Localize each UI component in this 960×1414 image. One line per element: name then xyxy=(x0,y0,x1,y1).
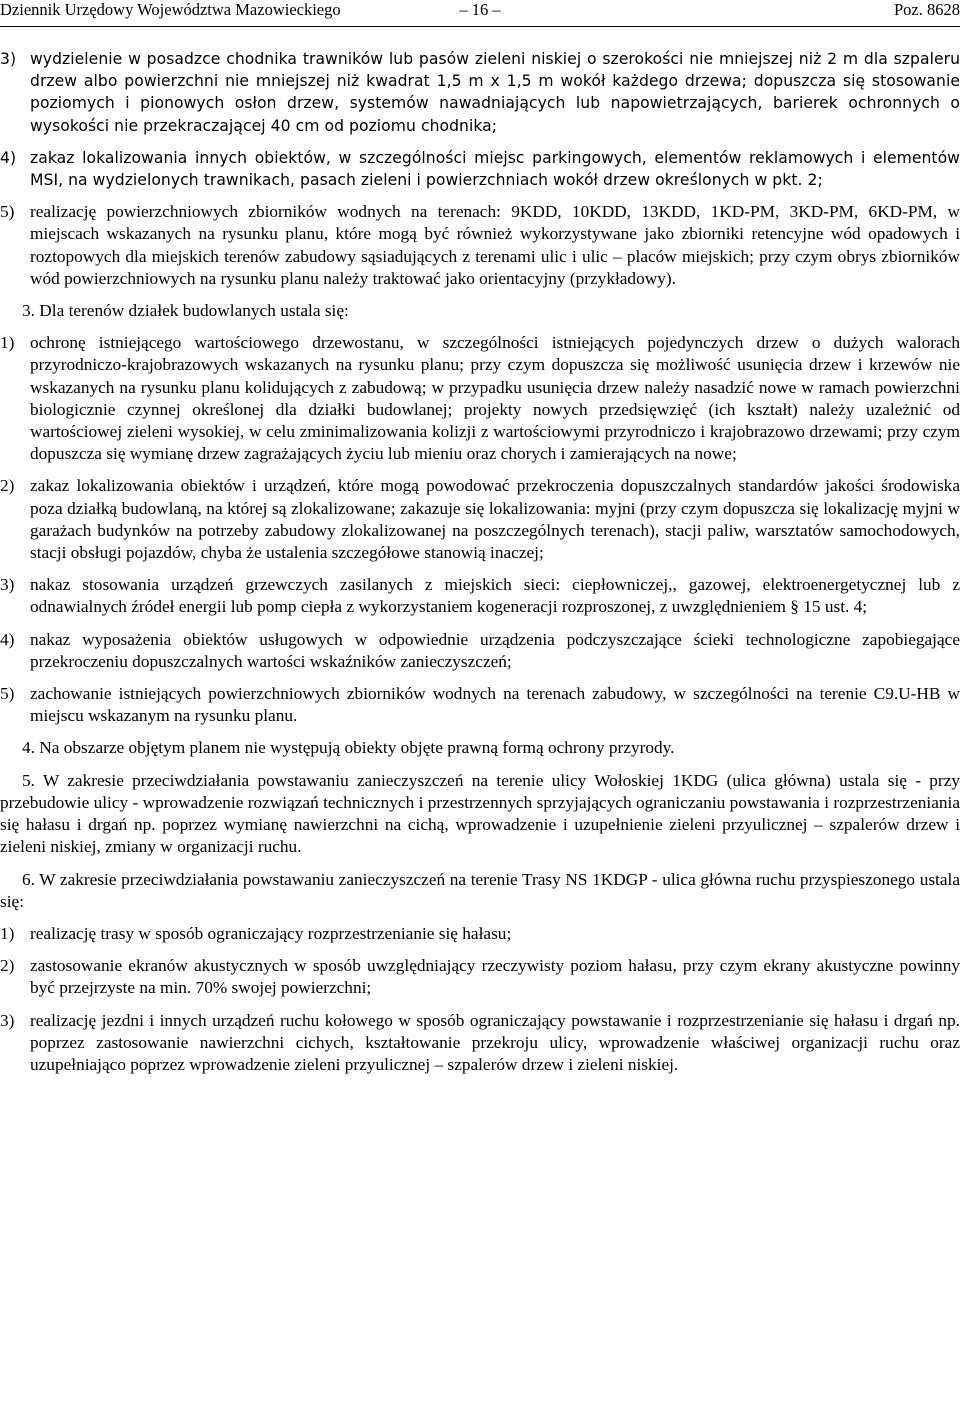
list-item-text: realizację powierzchniowych zbiorników wodnych na terenach: 9KDD, 10KDD, 13KDD, 1KD-PM, 3KD-PM, 6KD-PM, w miejscach wskazanych na rysunku planu, które mogą być również wykorzystywane jako zbiorniki retencyjne wód opadowych i roztopowych dla miejskich terenów zabudowy sąsiadujących z terenami ulic i ulic – placów miejskich; przy czym obrys zbiorników wód powierzchniowych na rysunku planu należy traktować jako orientacyjny (przykładowy). xyxy=(30,202,960,288)
list-item-text: nakaz stosowania urządzeń grzewczych zasilanych z miejskich sieci: ciepłowniczej,, gazowej, elektroenergetycznej lub z odnawialnych źródeł energii lub pomp ciepła z wykorzystaniem kogeneracji rozproszonej, z uwzględnieniem § 15 ust. 4; xyxy=(30,575,960,617)
list-item-number: 1) xyxy=(0,923,15,943)
list-item xyxy=(0,1010,960,1077)
journal-title: Dziennik Urzędowy Województwa Mazowieckiego xyxy=(0,0,341,19)
section-text: Dla terenów działek budowlanych ustala się: xyxy=(39,301,349,321)
section-text: W zakresie przeciwdziałania powstawaniu zanieczyszczeń na terenie ulicy Wołoskiej 1KDG (ulica główna) ustala się - przy przebudowie ulicy - wprowadzenie rozwiązań technicznych i przestrzennych sprzyjających ograniczaniu powstawania i rozprzestrzeniania się hałasu i drgań np. poprzez wymianę nawierzchni na cichą, wprowadzenie i uzupełnienie zieleni przyulicznej – szpalerów drzew i zieleni niskiej, zmiany w organizacji ruchu. xyxy=(0,770,960,857)
section-number: 4. xyxy=(22,738,35,758)
list-item-text: zastosowanie ekranów akustycznych w sposób uwzględniający rzeczywisty poziom hałasu, przy czym ekrany akustyczne powinny być przejrzyste na min. 70% swojej powierzchni; xyxy=(30,956,960,998)
page-header xyxy=(0,0,960,27)
section-number: 3. xyxy=(22,301,35,321)
list-item xyxy=(0,332,960,465)
list-item xyxy=(0,683,960,727)
section-3-paragraph xyxy=(0,300,960,322)
section-number: 6. xyxy=(22,869,35,889)
list-item-number: 3) xyxy=(0,50,17,68)
list-item xyxy=(0,629,960,673)
list-item xyxy=(0,201,960,290)
list-item-text: zakaz lokalizowania obiektów i urządzeń, które mogą powodować przekroczenia dopuszczalnych standardów jakości środowiska poza działką budowlaną, na której są zlokalizowane; zakazuje się lokalizowania: myjni (przy czym dopuszcza się lokalizację myjni w garażach budynków na potrzeby zabudowy zlokalizowanej na poszczególnych terenach), stacji paliw, warsztatów samochodowych, stacji obsługi pojazdów, chyba że ustalenia szczegółowe stanowią inaczej; xyxy=(30,476,960,563)
section-5-paragraph xyxy=(0,770,960,859)
section-4-paragraph xyxy=(0,737,960,759)
page-number: – 16 – xyxy=(459,0,501,19)
list-item-number: 4) xyxy=(0,148,17,167)
list-item xyxy=(0,574,960,618)
list-item-number: 4) xyxy=(0,629,15,649)
section-6-paragraph xyxy=(0,869,960,913)
section-number: 5. xyxy=(22,770,35,790)
list-item-text: ochronę istniejącego wartościowego drzewostanu, w szczególności istniejących pojedynczych drzew o dużych walorach przyrodniczo-krajobrazowych wskazanych na rysunku planu; przy czym dopuszcza się możliwość usunięcia drzew i krzewów nie wskazanych na rysunku planu kolidujących z zabudową; w przypadku usunięcia drzew należy nasadzić nowe w ramach powierzchni biologicznie czynnej określonej dla działki budowlanej; projekty nowych przedsięwzięć (ich kształt) należy uzależnić od wartościowej zieleni wysokiej, w celu zminimalizowania kolizji z wartościowymi przyrodniczo i krajobrazowo drzewami; przy czym dopuszcza się wymianę drzew zagrażających życiu lub mieniu oraz chorych i zamierających na nowe; xyxy=(30,333,960,464)
list-item-number: 2) xyxy=(0,956,15,976)
section-text: W zakresie przeciwdziałania powstawaniu zanieczyszczeń na terenie Trasy NS 1KDGP - ulica główna ruchu przyspieszonego ustala się: xyxy=(0,869,960,911)
list-item-text: nakaz wyposażenia obiektów usługowych w odpowiednie urządzenia podczyszczające ścieki technologiczne zapobiegające przekroczeniu dopuszczalnych wartości wskaźników zanieczyszczeń; xyxy=(30,629,960,671)
list-item-number: 3) xyxy=(0,1010,15,1030)
list-item-text: wydzielenie w posadzce chodnika trawników lub pasów zieleni niskiej o szerokości nie mniejszej niż 2 m dla szpaleru drzew albo powierzchni nie mniejszej niż kwadrat 1,5 m x 1,5 m wokół każdego drzewa; dopuszcza się stosowanie poziomych i pionowych osłon drzew, systemów nawadniających lub napowietrzających, barierek ochronnych o wysokości nie przekraczającej 40 cm od poziomu chodnika; xyxy=(30,50,960,135)
list-item-text: realizację trasy w sposób ograniczający rozprzestrzenianie się hałasu; xyxy=(30,923,512,943)
list-item xyxy=(0,147,960,191)
list-item-number: 1) xyxy=(0,333,15,353)
list-item-text: zakaz lokalizowania innych obiektów, w szczególności miejsc parkingowych, elementów reklamowych i elementów MSI, na wydzielonych trawnikach, pasach zieleni i powierzchniach wokół drzew określonych w pkt. 2; xyxy=(30,148,960,190)
document-body xyxy=(0,48,960,1086)
list-item-text: realizację jezdni i innych urządzeń ruchu kołowego w sposób ograniczający powstawanie i rozprzestrzenianie się hałasu i drgań np. poprzez zastosowanie nawierzchni cichych, kształtowanie przekroju ulicy, wprowadzenie właściwej organizacji ruchu oraz uzupełniająco poprzez wprowadzenie zieleni przyulicznej – szpalerów drzew i zieleni niskiej. xyxy=(30,1010,960,1074)
list-item-number: 5) xyxy=(0,202,15,222)
section-text: Na obszarze objętym planem nie występują obiekty objęte prawną formą ochrony przyrody. xyxy=(39,738,675,758)
list-item xyxy=(0,923,960,945)
list-item xyxy=(0,48,960,137)
list-item xyxy=(0,475,960,564)
position-number: Poz. 8628 xyxy=(894,0,960,19)
list-item-number: 2) xyxy=(0,476,15,496)
list-item-number: 5) xyxy=(0,684,15,704)
list-item xyxy=(0,955,960,999)
list-item-text: zachowanie istniejących powierzchniowych zbiorników wodnych na terenach zabudowy, w szczególności na terenie C9.U-HB w miejscu wskazanym na rysunku planu. xyxy=(30,684,960,726)
list-item-number: 3) xyxy=(0,575,15,595)
